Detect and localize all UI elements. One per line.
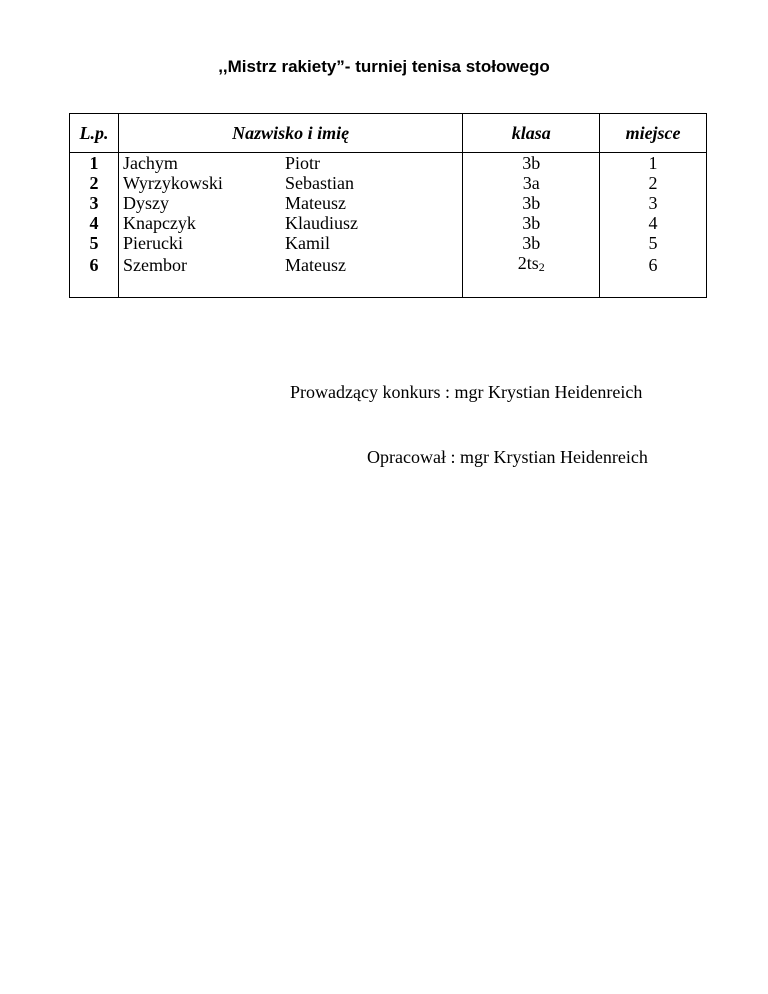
row-miejsce: 2 — [600, 173, 707, 193]
table-row — [70, 253, 707, 277]
row-name — [118, 173, 462, 193]
row-lp: 4 — [70, 213, 119, 233]
row-surname: Pierucki — [122, 233, 183, 253]
prepared-by-line: Opracował : mgr Krystian Heidenreich — [367, 447, 648, 467]
row-surname: Jachym — [122, 153, 178, 173]
table-row — [70, 213, 707, 233]
row-lp: 1 — [70, 153, 119, 174]
row-klasa-main: 2ts — [517, 253, 539, 273]
row-name — [118, 153, 462, 174]
row-firstname: Sebastian — [284, 173, 354, 193]
header-klasa: klasa — [463, 114, 600, 153]
row-firstname: Kamil — [284, 233, 330, 253]
table-header-row — [70, 114, 707, 153]
row-lp: 5 — [70, 233, 119, 253]
header-miejsce: miejsce — [600, 114, 707, 153]
row-name — [118, 253, 462, 277]
empty-table-row — [70, 277, 707, 298]
row-klasa — [463, 253, 600, 277]
table-row — [70, 173, 707, 193]
header-name: Nazwisko i imię — [118, 114, 462, 153]
document-title: ,,Mistrz rakiety”- turniej tenisa stołowego — [218, 57, 550, 76]
row-miejsce: 5 — [600, 233, 707, 253]
table-row — [70, 153, 707, 174]
row-firstname: Piotr — [284, 153, 320, 173]
row-miejsce: 1 — [600, 153, 707, 174]
row-lp: 6 — [70, 253, 119, 277]
row-lp: 2 — [70, 173, 119, 193]
row-miejsce: 4 — [600, 213, 707, 233]
row-klasa: 3b — [463, 193, 600, 213]
empty-cell — [118, 277, 462, 298]
row-name — [118, 213, 462, 233]
row-surname: Szembor — [122, 255, 187, 275]
row-lp: 3 — [70, 193, 119, 213]
row-firstname: Klaudiusz — [284, 213, 358, 233]
row-klasa: 3b — [463, 153, 600, 174]
row-firstname: Mateusz — [284, 193, 346, 213]
table-row — [70, 233, 707, 253]
results-table — [69, 113, 707, 298]
empty-cell — [600, 277, 707, 298]
row-firstname: Mateusz — [284, 255, 346, 275]
row-klasa: 3b — [463, 213, 600, 233]
row-name — [118, 193, 462, 213]
row-surname: Knapczyk — [122, 213, 196, 233]
row-klasa: 3a — [463, 173, 600, 193]
row-klasa: 3b — [463, 233, 600, 253]
empty-cell — [70, 277, 119, 298]
row-miejsce: 6 — [600, 253, 707, 277]
organizer-line: Prowadzący konkurs : mgr Krystian Heidenreich — [290, 382, 643, 402]
row-name — [118, 233, 462, 253]
empty-cell — [463, 277, 600, 298]
header-lp: L.p. — [70, 114, 119, 153]
row-miejsce: 3 — [600, 193, 707, 213]
row-klasa-subscript: 2 — [538, 260, 545, 274]
row-surname: Wyrzykowski — [122, 173, 223, 193]
table-row — [70, 193, 707, 213]
row-surname: Dyszy — [122, 193, 169, 213]
